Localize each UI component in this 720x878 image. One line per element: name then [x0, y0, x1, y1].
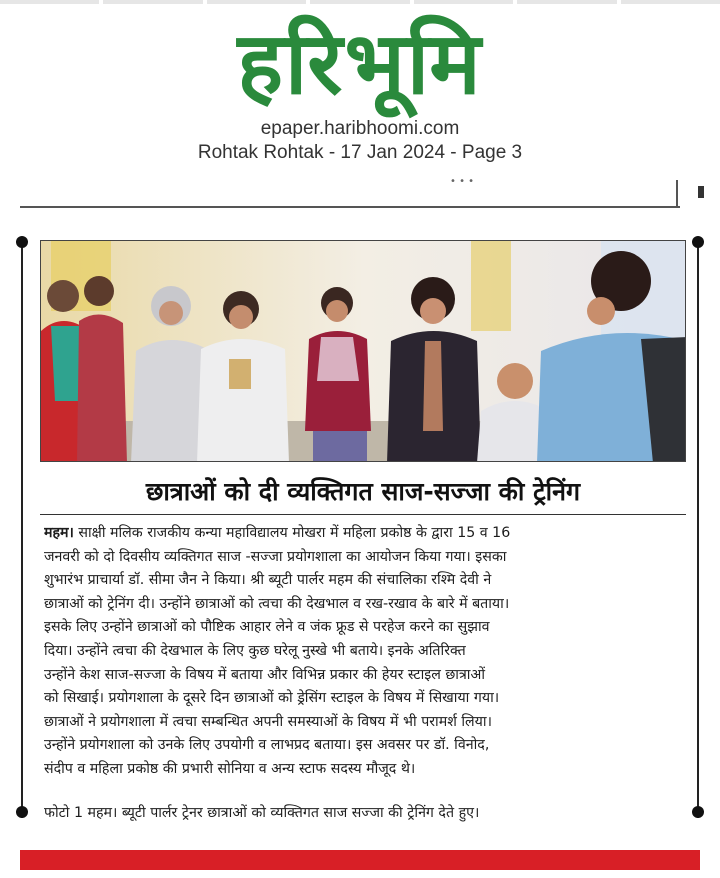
news-photo	[40, 240, 686, 462]
edition-info: Rohtak Rohtak - 17 Jan 2024 - Page 3	[197, 142, 523, 163]
clip-border-left	[21, 238, 23, 818]
article-line: शुभारंभ प्राचार्या डॉ. सीमा जैन ने किया। श्री ब्यूटी पार्लर महम की संचालिका रश्मि देवी ने	[44, 572, 492, 589]
masthead-logo: हरिभूमि	[237, 14, 483, 114]
photo-caption: फोटो 1 महम। ब्यूटी पार्लर ट्रेनर छात्राओं को व्यक्तिगत साज सज्जा की ट्रेनिंग देते हुए।	[44, 805, 480, 821]
clip-corner-dot	[16, 806, 28, 818]
header-tick	[676, 180, 678, 208]
clip-border-right	[697, 238, 699, 818]
article-body	[44, 522, 684, 782]
article-line: इसके लिए उन्होंने छात्राओं को पौष्टिक आहार लेने व जंक फ्रूड से परहेज करने का सुझाव	[44, 619, 490, 636]
article-headline: छात्राओं को दी व्यक्तिगत साज-सज्जा की ट्रेनिंग	[145, 477, 581, 506]
headline-divider	[40, 514, 686, 515]
footer-red-bar	[20, 850, 700, 870]
clip-corner-dot	[692, 236, 704, 248]
article-line: दिया। उन्होंने त्वचा की देखभाल के लिए कुछ घरेलू नुस्खे भी बताये। इनके अतिरिक्त	[44, 642, 466, 659]
clip-corner-dot	[16, 236, 28, 248]
article-line: उन्होंने प्रयोगशाला को उनके लिए उपयोगी व लाभप्रद बताया। इस अवसर पर डॉ. विनोद,	[44, 737, 490, 754]
article-line: छात्राओं को ट्रेनिंग दी। उन्होंने छात्राओं को त्वचा की देखभाल व रख-रखाव के बारे में बताया।	[44, 595, 510, 612]
header-divider	[20, 206, 680, 208]
article-line: छात्राओं ने प्रयोगशाला में त्वचा सम्बन्धित अपनी समस्याओं के विषय में भी परामर्श लिया।	[44, 713, 492, 730]
article-line: जनवरी को दो दिवसीय व्यक्तिगत साज -सज्जा प्रयोगशाला का आयोजन किया गया। इसका	[44, 548, 507, 565]
article-line: संदीप व महिला प्रकोष्ठ की प्रभारी सोनिया व अन्य स्टाफ सदस्य मौजूद थे।	[44, 760, 416, 777]
header-dots: • • •	[450, 176, 475, 187]
epaper-domain[interactable]: epaper.haribhoomi.com	[260, 118, 460, 139]
clip-marker	[698, 186, 704, 198]
article-line: उन्होंने केश साज-सज्जा के विषय में बताया और विभिन्न प्रकार की हेयर स्टाइल छात्राओं	[44, 666, 485, 683]
clip-corner-dot	[692, 806, 704, 818]
top-strip	[0, 0, 720, 4]
article-line: को सिखाई। प्रयोगशाला के दूसरे दिन छात्राओं को ड्रेसिंग स्टाइल के विषय में सिखाया गया।	[44, 690, 500, 707]
article-line: महम। साक्षी मलिक राजकीय कन्या महाविद्यालय मोखरा में महिला प्रकोष्ठ के द्वारा 15 व 16	[44, 525, 511, 541]
article-lead: महम।	[44, 525, 74, 541]
